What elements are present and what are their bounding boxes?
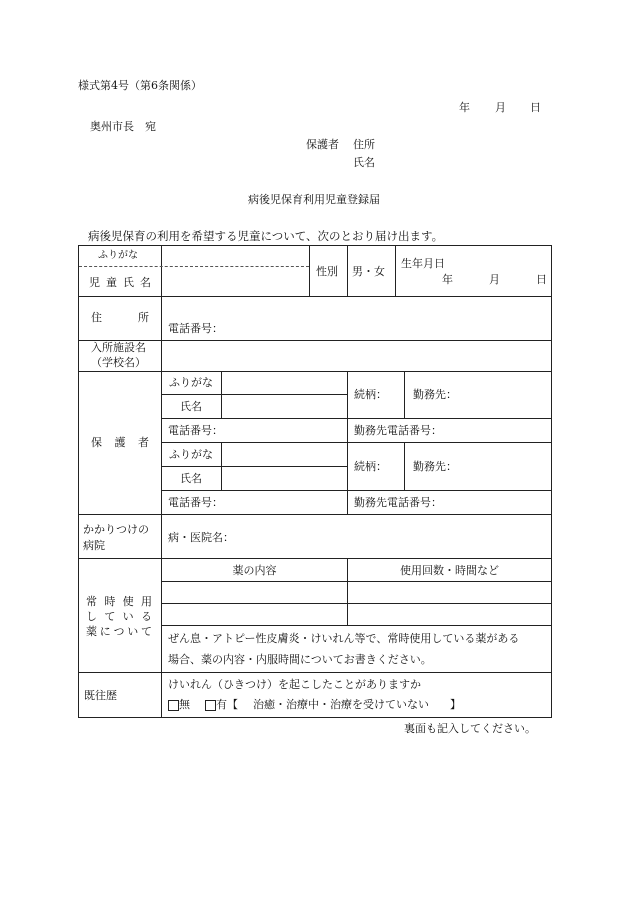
yes-option-close: 】: [450, 698, 461, 711]
birth-day: 日: [536, 273, 547, 286]
birth-year: 年: [442, 273, 453, 286]
medicine-label-line3: 薬 に つ い て: [86, 625, 152, 638]
furigana-divider: [79, 266, 309, 267]
guardian-name-label: 氏名: [353, 156, 375, 169]
g1-relation-left: [347, 371, 348, 418]
g2-work-phone-label: 勤務先電話番号：: [354, 496, 442, 509]
yes-option-label: 有【: [216, 698, 238, 711]
row-line-facility: [78, 371, 552, 372]
child-furigana-label: ふりがな: [98, 250, 138, 261]
g1-work-phone-label: 勤務先電話番号：: [354, 424, 442, 437]
history-options: [168, 699, 461, 711]
g1-phone-divider: [347, 418, 348, 442]
row-line-child: [78, 296, 552, 297]
g2-name-bottom: [162, 490, 552, 491]
label-column-divider: [161, 245, 162, 718]
none-checkbox[interactable]: [168, 700, 179, 711]
medicine-note-line1: ぜん息・アトピー性皮膚炎・けいれん等で、常時使用している薬がある: [168, 632, 520, 645]
g1-workplace-label: 勤務先：: [413, 388, 457, 401]
form-number: 様式第4号（第6条関係）: [78, 79, 202, 92]
gender-label: 性別: [316, 265, 338, 278]
addressee: 奥州市長 宛: [90, 120, 156, 133]
medicine-label-line2: し て い る: [86, 610, 152, 623]
address-phone-label: 電話番号：: [168, 322, 223, 335]
guardians-label: 保 護 者: [91, 436, 149, 449]
hospital-name-label: 病・医院名：: [168, 531, 234, 544]
birthdate-label: 生年月日: [401, 257, 445, 270]
address-label: 住 所: [91, 311, 149, 324]
g2-relation-left: [347, 442, 348, 490]
facility-label-line2: （学校名）: [91, 356, 146, 369]
medicine-note-line2: 場合、薬の内容・内服時間についてお書きください。: [168, 653, 432, 666]
gender-value: 男・女: [352, 265, 385, 278]
g1-phone-label: 電話番号：: [168, 424, 223, 437]
g2-name-label: 氏名: [180, 472, 202, 485]
guardian-address-label: 住所: [353, 138, 375, 151]
yes-checkbox[interactable]: [205, 700, 216, 711]
date-day: 日: [530, 101, 541, 114]
medicine-row1-bottom: [162, 603, 552, 604]
medicine-col-content: 薬の内容: [232, 564, 277, 577]
g2-furigana-line: [162, 466, 347, 467]
child-name-label: [89, 277, 151, 288]
gender-col-left: [309, 245, 310, 296]
footer-note: 裏面も記入してください。: [404, 722, 536, 735]
medicine-col-usage: 使用回数・時間など: [400, 564, 499, 577]
history-label: 既往歴: [84, 689, 117, 702]
medicine-label-line1: 常 時 使 用: [86, 595, 152, 608]
g2-phone-label: 電話番号：: [168, 496, 223, 509]
guardian-header-label: 保護者: [306, 138, 339, 151]
g1-furigana-line: [162, 394, 347, 395]
row-line-address: [78, 340, 552, 341]
g2-relation-label: 続柄：: [354, 460, 387, 473]
facility-label-line1: 入所施設名: [91, 341, 146, 354]
gender-col-mid: [347, 245, 348, 296]
table-border-bottom: [78, 717, 552, 718]
yes-option-detail: 治癒・治療中・治療を受けていない: [253, 698, 429, 711]
g1-name-label: 氏名: [180, 400, 202, 413]
date-year: 年: [459, 101, 470, 114]
medicine-header-bottom: [162, 581, 552, 582]
row-line-hospital: [78, 558, 552, 559]
birth-month: 月: [489, 273, 500, 286]
child-name-label-text: 児 童 氏 名: [89, 276, 151, 289]
hospital-label-line1: かかりつけの: [83, 523, 149, 536]
medicine-row2-bottom: [162, 625, 552, 626]
row-line-medicine: [78, 672, 552, 673]
none-option-label: 無: [179, 698, 190, 711]
g1-furigana-label: ふりがな: [169, 376, 213, 389]
date-month: 月: [495, 101, 506, 114]
birthdate-col-left: [395, 245, 396, 296]
g2-phone-divider: [347, 490, 348, 514]
form-title: 病後児保育利用児童登録届: [248, 193, 380, 206]
intro-text: 病後児保育の利用を希望する児童について、次のとおり届け出ます。: [88, 229, 444, 243]
g1-relation-label: 続柄：: [354, 388, 387, 401]
table-border-right: [551, 245, 552, 718]
g2-furigana-label: ふりがな: [169, 448, 213, 461]
history-question: けいれん（ひきつけ）を起こしたことがありますか: [168, 678, 421, 691]
table-border-top: [78, 245, 552, 246]
g2-workplace-label: 勤務先：: [413, 460, 457, 473]
g1-workplace-left: [404, 371, 405, 418]
hospital-label-line2: 病院: [83, 539, 105, 552]
g2-workplace-left: [404, 442, 405, 490]
row-line-guardians: [78, 514, 552, 515]
g1-name-bottom: [162, 418, 552, 419]
table-border-left: [78, 245, 79, 718]
